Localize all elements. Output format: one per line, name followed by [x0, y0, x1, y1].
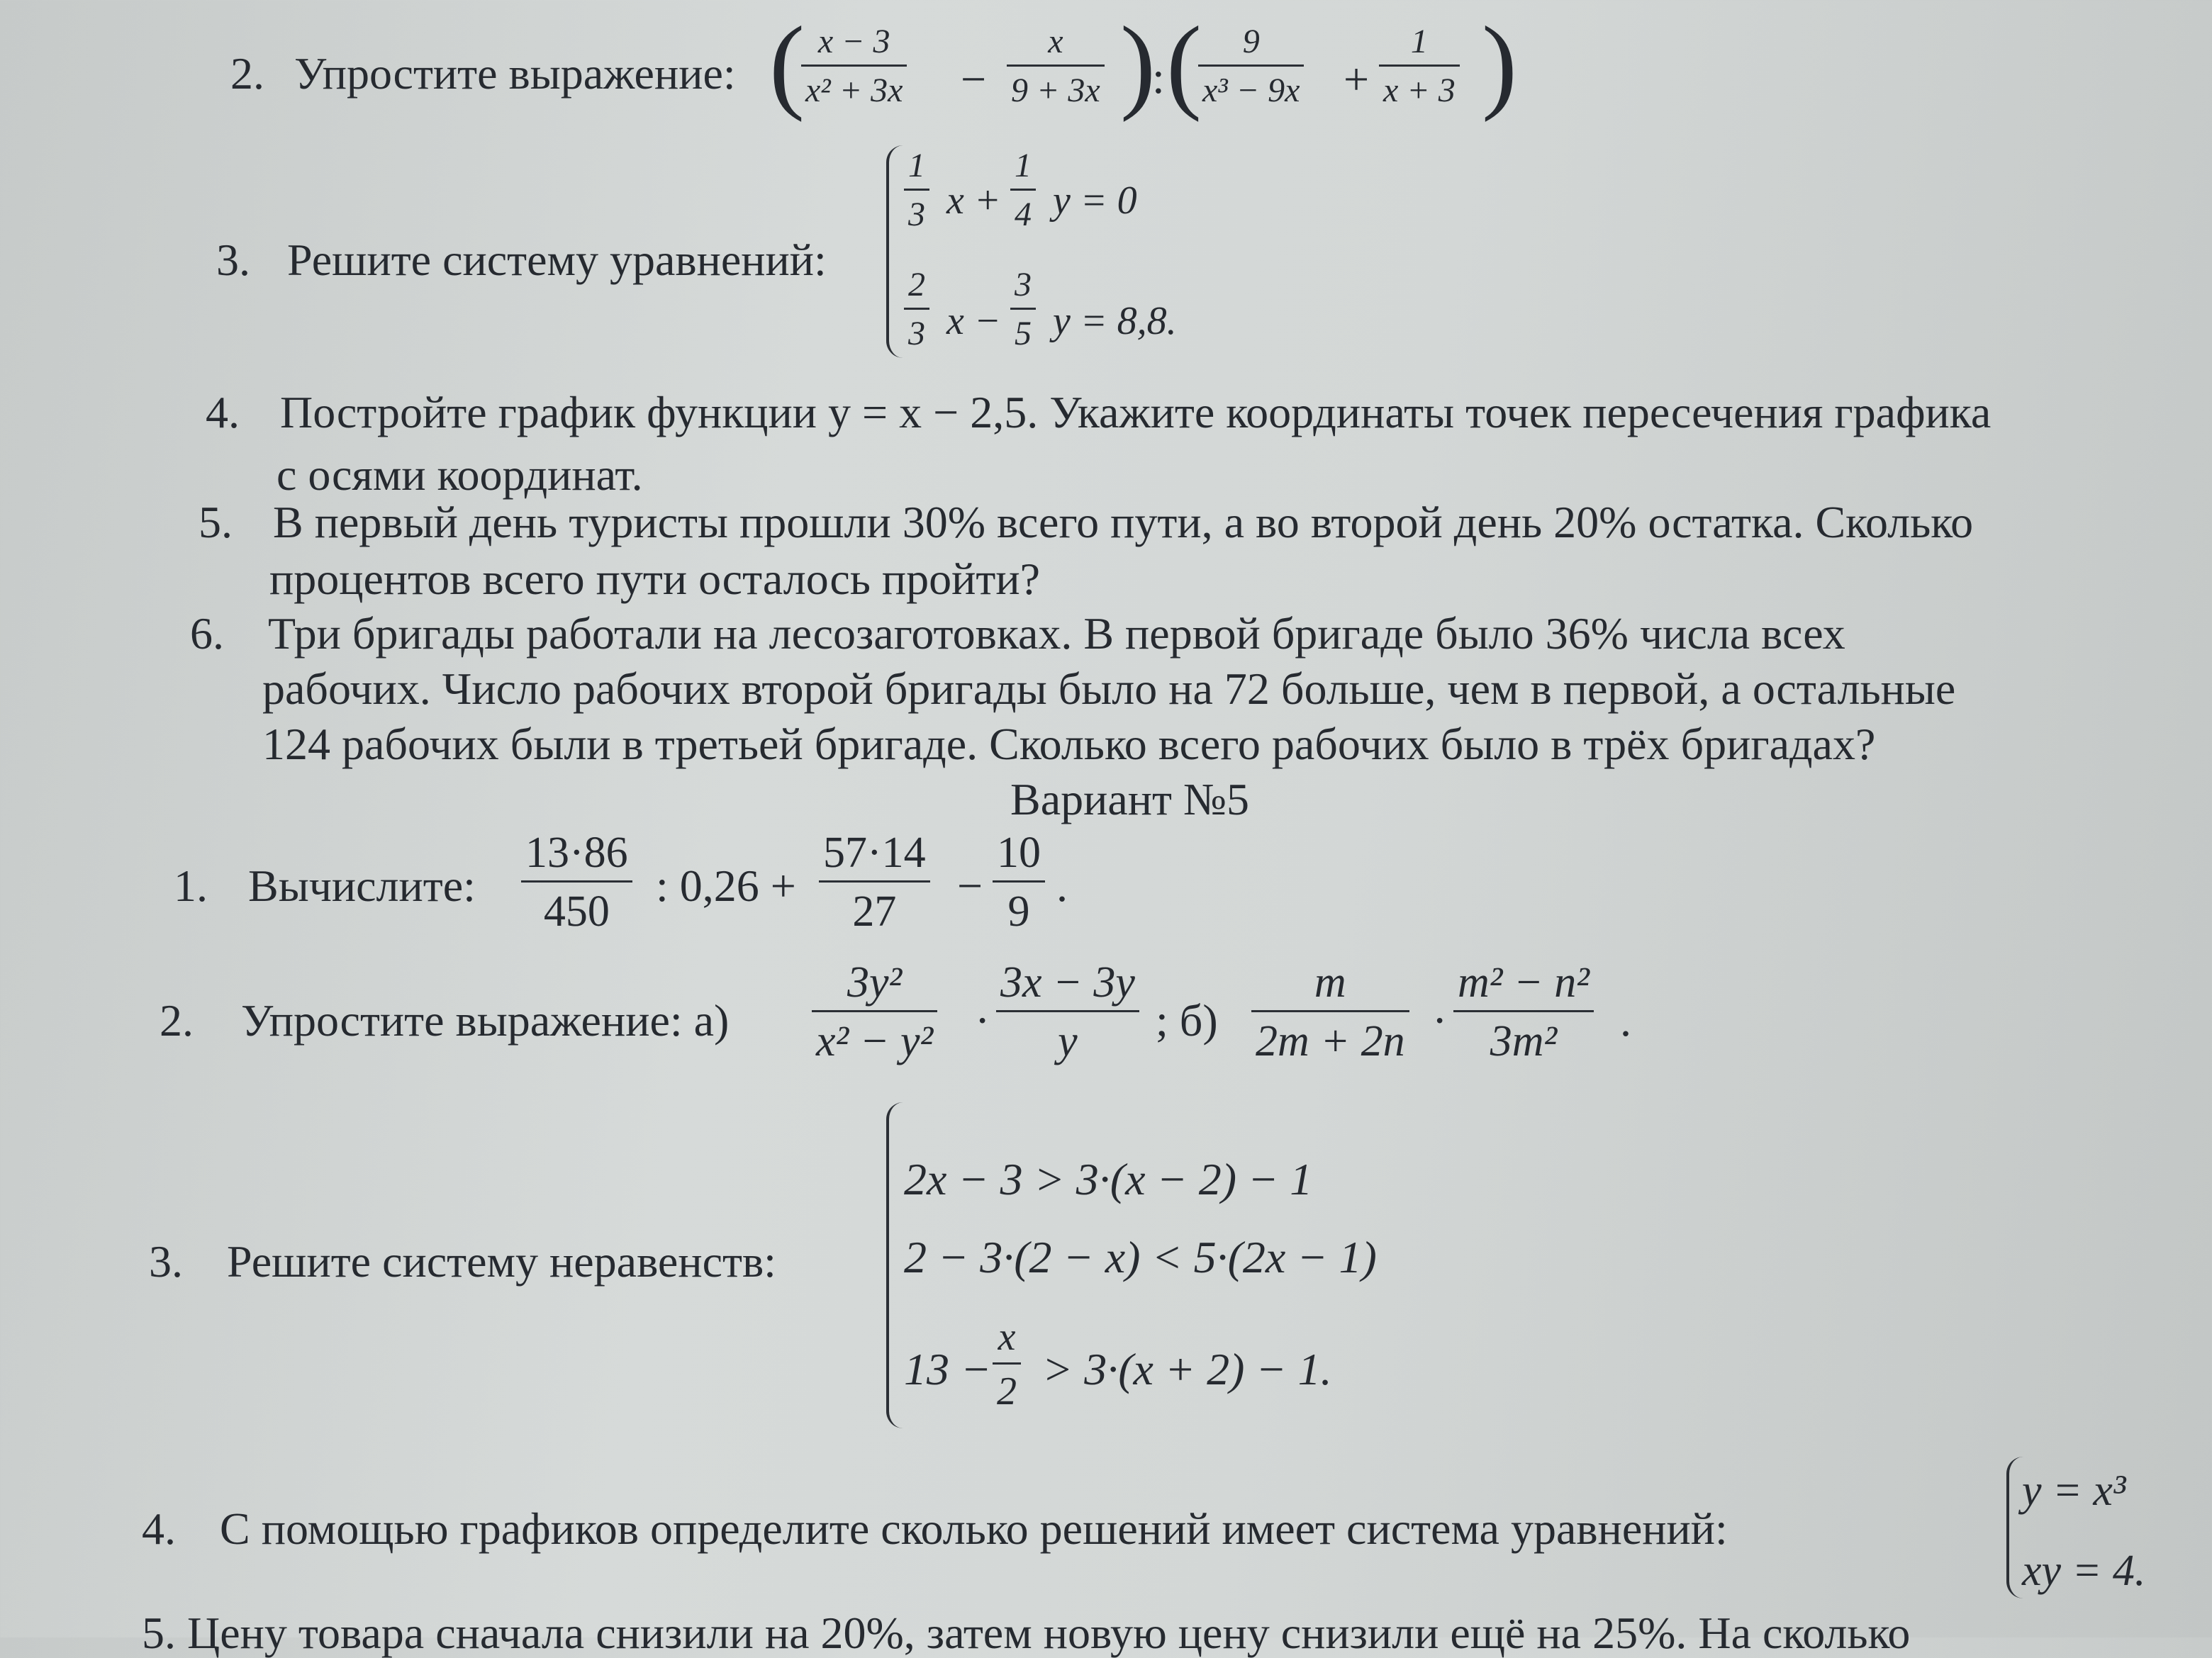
task-number: 3.: [216, 235, 250, 285]
task-text-line: рабочих. Число рабочих второй бригады было на 72 больше, чем в первой, а остальные: [262, 663, 1956, 714]
fraction: $\frac{1}{4}$: [1010, 149, 1036, 232]
equation-part: x −: [946, 299, 1001, 343]
fraction: $\frac{m}{2m + 2n}$: [1251, 960, 1409, 1063]
task-text-line: В первый день туристы прошли 30% всего пути, а во второй день 20% остатка. Сколько: [273, 497, 1974, 547]
open-paren: (: [1166, 5, 1202, 123]
fraction: $\frac{3x - 3y}{y}$: [996, 960, 1139, 1063]
task-label: Упростите выражение:: [294, 48, 736, 99]
open-paren: (: [769, 5, 805, 123]
multiply-dot: ·: [1432, 995, 1448, 1046]
task-text-line: Три бригады работали на лесозаготовках. В первой бригаде было 36% числа всех: [268, 608, 1845, 659]
fraction: $\frac{x}{9 + 3x}$: [1007, 25, 1105, 108]
task-number: 3.: [149, 1236, 183, 1287]
division-sign: :: [1152, 52, 1165, 103]
fraction: $\frac{13\cdot 86}{450}$: [521, 831, 632, 934]
task-number: 6.: [190, 608, 224, 659]
task-number: 2.: [230, 48, 264, 99]
fraction: $\frac{x}{2}$: [993, 1317, 1021, 1411]
task-text-line: с осями координат.: [276, 449, 643, 500]
minus-sign: −: [961, 54, 987, 104]
task-number: 1.: [174, 861, 208, 911]
fraction: $\frac{1}{3}$: [904, 149, 929, 232]
task-label: Решите систему уравнений:: [287, 235, 827, 285]
fraction: $\frac{x - 3}{\text{x² + 3x}}$: [801, 25, 907, 108]
equation-part: y = 0: [1053, 179, 1137, 223]
close-paren: ): [1482, 5, 1517, 123]
task-label: Вычислите:: [248, 861, 476, 911]
fraction: $\frac{\text{m² − n²}}{\text{3m²}}$: [1453, 960, 1594, 1063]
task-text-line: 124 рабочих были в третьей бригаде. Сколько всего рабочих было в трёх бригадах?: [262, 719, 1876, 769]
inequality-part: > 3·(x + 2) − 1.: [1042, 1344, 1332, 1394]
period: .: [1620, 995, 1631, 1046]
equation-part: y = 8,8.: [1053, 299, 1177, 343]
fraction: $\frac{9}{\text{x³ − 9x}}$: [1198, 25, 1304, 108]
fraction: $\frac{1}{x + 3}$: [1379, 25, 1460, 108]
inequality-line: 2 − 3·(2 − x) < 5·(2x − 1): [904, 1232, 1377, 1282]
task-number: 4.: [206, 387, 240, 437]
inequality-part: 13 −: [904, 1344, 992, 1394]
equation-line: xy = 4.: [2022, 1547, 2146, 1595]
multiply-dot: ·: [975, 995, 990, 1046]
task-text-line-partial: 5. Цену товара сначала снизили на 20%, затем новую цену снизили ещё на 25%. На сколько: [142, 1608, 1911, 1658]
fraction: $\frac{3}{5}$: [1010, 268, 1036, 351]
fraction: $\frac{\text{3y²}}{\text{x² − y²}}$: [812, 960, 937, 1063]
fraction: $\frac{2}{3}$: [904, 268, 929, 351]
task-number: 4.: [142, 1503, 176, 1554]
task-number: 5.: [199, 497, 233, 547]
expression-part: ; б): [1156, 995, 1218, 1046]
system-brace: [886, 145, 906, 358]
task-label: С помощью графиков определите сколько решений имеет система уравнений:: [220, 1503, 1728, 1554]
period: .: [1056, 861, 1068, 911]
task-text-line: процентов всего пути осталось пройти?: [269, 554, 1041, 604]
expression-part: : 0,26 +: [656, 861, 796, 911]
task-label: Решите систему неравенств:: [227, 1236, 776, 1287]
variant-heading: Вариант №5: [1010, 774, 1250, 824]
task-text-line: Постройте график функции y = x − 2,5. Укажите координаты точек пересечения графика: [280, 387, 1992, 437]
equation-part: x +: [946, 179, 1001, 223]
fraction: $\frac{10}{9}$: [993, 831, 1045, 934]
task-number: 2.: [160, 995, 194, 1046]
task-label: Упростите выражение: а): [241, 995, 730, 1046]
plus-sign: +: [1344, 54, 1370, 104]
close-paren: ): [1120, 5, 1156, 123]
fraction: $\frac{57\cdot 14}{27}$: [819, 831, 930, 934]
equation-line: y = x³: [2022, 1467, 2126, 1515]
minus-sign: −: [957, 861, 983, 911]
inequality-line: 2x − 3 > 3·(x − 2) − 1: [904, 1154, 1313, 1204]
